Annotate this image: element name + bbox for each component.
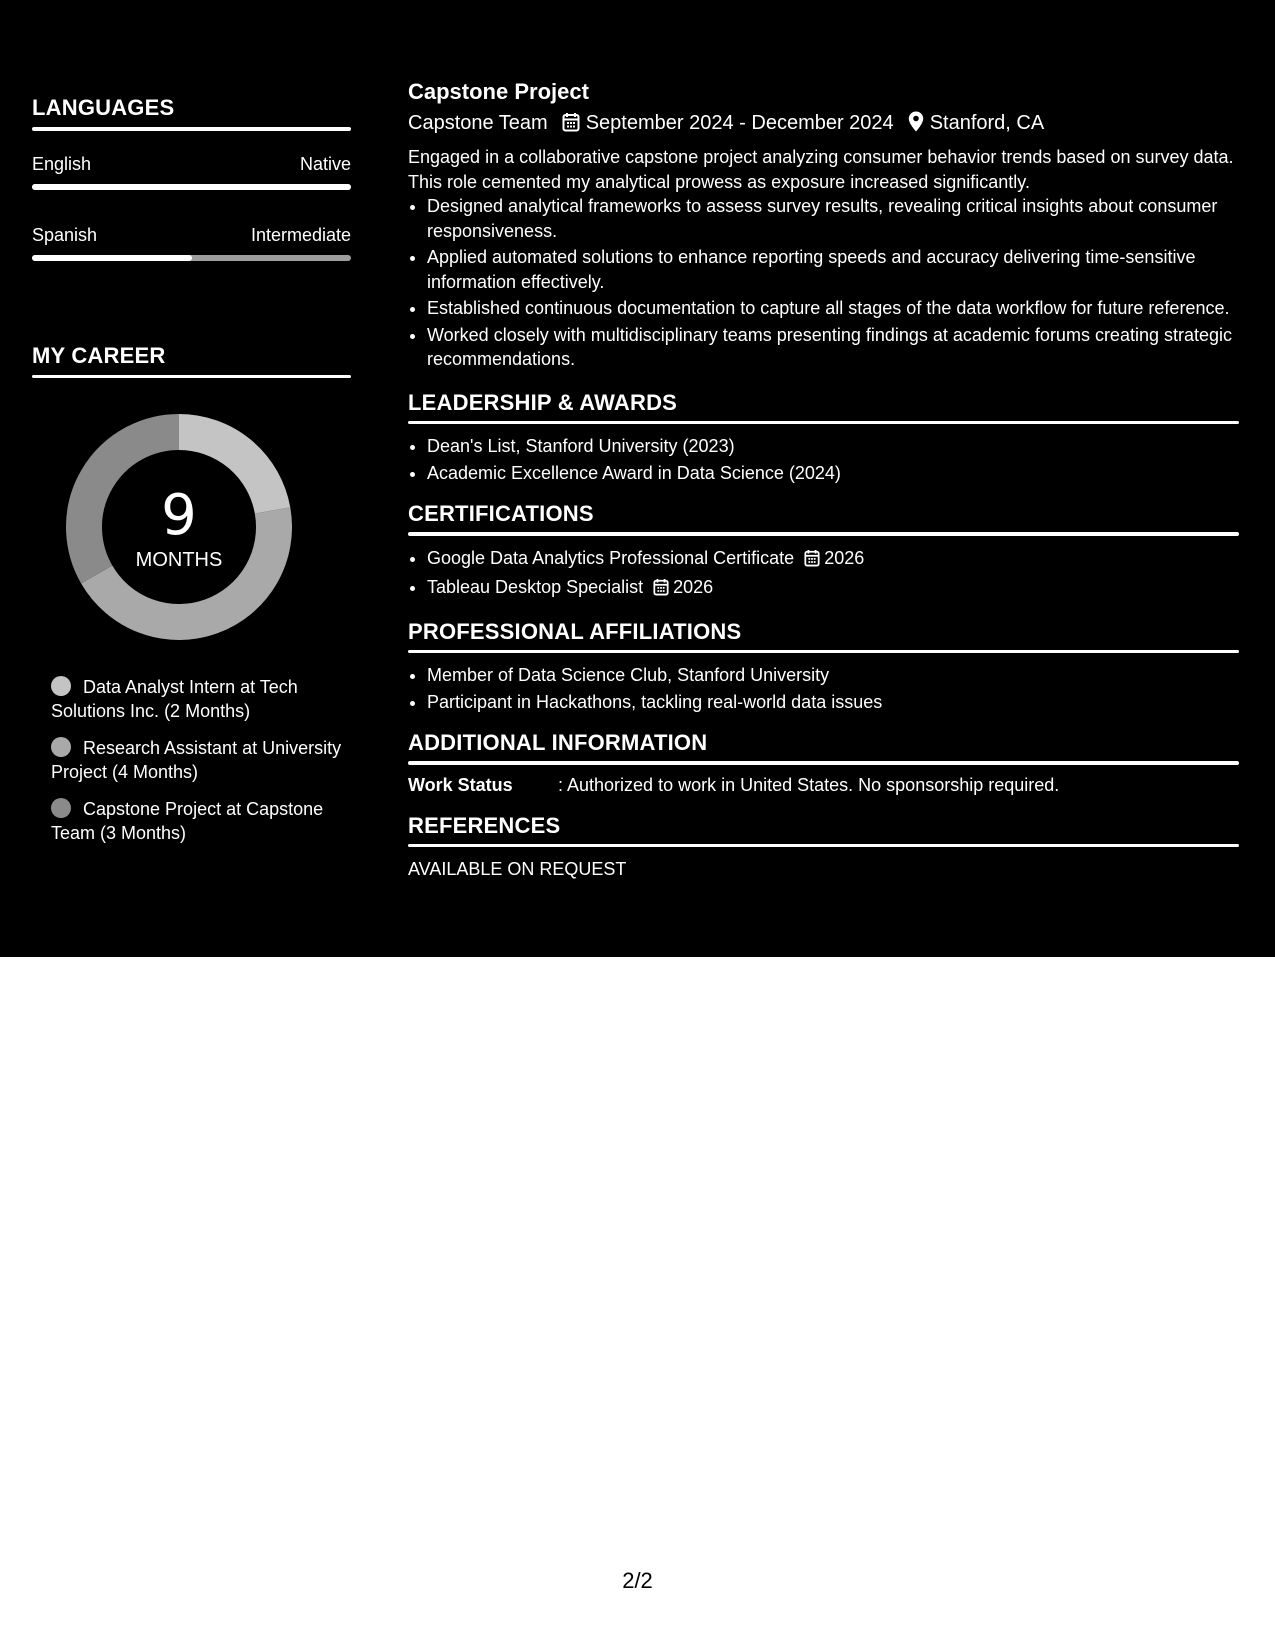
- sidebar: [32, 95, 351, 378]
- section-rule: [408, 532, 1239, 536]
- section-title: PROFESSIONAL AFFILIATIONS: [408, 618, 742, 644]
- list-item: • Participant in Hackathons, tackling real-world data issues: [427, 690, 1239, 715]
- career-total-unit: MONTHS: [135, 549, 223, 571]
- work-status-key: Work Status: [408, 774, 513, 795]
- certification-name: Tableau Desktop Specialist: [427, 577, 644, 597]
- work-status-row: [408, 773, 1239, 797]
- project-bullets: [408, 194, 1239, 372]
- section-title: CERTIFICATIONS: [408, 501, 594, 526]
- project-summary: Engaged in a collaborative capstone project analyzing consumer behavior trends based on survey data. This role cemented my analytical prowess as exposure increased significantly.: [408, 147, 1234, 192]
- career-legend-item: [51, 797, 351, 845]
- career-legend-item: [51, 675, 351, 723]
- list-item: [427, 546, 1239, 574]
- career-legend-label: Capstone Project at Capstone Team (3 Months): [51, 799, 324, 843]
- project-dates: September 2024 - December 2024: [585, 112, 894, 134]
- career-legend: [51, 675, 351, 858]
- work-status-value: : Authorized to work in United States. No sponsorship required.: [558, 774, 1060, 795]
- certifications-section: [408, 501, 1239, 603]
- language-item-spanish: [32, 224, 351, 261]
- languages-rule: [32, 127, 351, 131]
- page-number: 2/2: [622, 1568, 653, 1593]
- certification-year: 2026: [673, 577, 714, 597]
- languages-title: LANGUAGES: [32, 95, 175, 120]
- calendar-icon: [562, 111, 580, 141]
- career-legend-label: Research Assistant at University Project (4 Months): [51, 738, 342, 782]
- section-rule: [408, 761, 1239, 765]
- list-item: • Member of Data Science Club, Stanford University: [427, 663, 1239, 688]
- circle-dot-icon: [51, 737, 71, 757]
- certification-name: Google Data Analytics Professional Certificate: [427, 547, 795, 568]
- career-title: MY CAREER: [32, 342, 166, 368]
- project-location: Stanford, CA: [929, 112, 1045, 134]
- list-item: • Academic Excellence Award in Data Science (2024): [427, 461, 1239, 486]
- references-text: AVAILABLE ON REQUEST: [408, 859, 627, 879]
- project-title: Capstone Project: [408, 79, 589, 104]
- language-level: Native: [299, 153, 351, 174]
- career-legend-item: [51, 736, 351, 784]
- language-level: Intermediate: [250, 224, 351, 245]
- list-item: • Dean's List, Stanford University (2023): [427, 434, 1239, 459]
- list-item: • Established continuous documentation to capture all stages of the data workflow for future reference.: [427, 296, 1239, 321]
- language-proficiency-bar: [32, 184, 351, 190]
- main-content: [408, 78, 1239, 881]
- leadership-section: [408, 390, 1239, 486]
- list-item: • Applied automated solutions to enhance reporting speeds and accuracy delivering time-sensitive information effectively.: [427, 245, 1239, 294]
- section-rule: [408, 421, 1239, 425]
- section-title: REFERENCES: [408, 812, 561, 838]
- additional-section: [408, 730, 1239, 797]
- language-item-english: [32, 153, 351, 190]
- section-rule: [408, 844, 1239, 848]
- calendar-icon: [653, 578, 669, 603]
- map-pin-icon: [908, 111, 924, 141]
- section-title: ADDITIONAL INFORMATION: [408, 730, 708, 755]
- language-name: English: [32, 153, 92, 174]
- career-donut-chart: [66, 414, 292, 640]
- career-total-number: 9: [161, 483, 197, 548]
- section-title: LEADERSHIP & AWARDS: [408, 389, 678, 415]
- project-meta: [408, 108, 1239, 141]
- list-item: • Worked closely with multidisciplinary teams presenting findings at academic forums creating strategic recommendations.: [427, 323, 1239, 372]
- career-legend-label: Data Analyst Intern at Tech Solutions Inc. (2 Months): [51, 677, 298, 721]
- language-proficiency-fill: [32, 184, 351, 190]
- list-item: • Designed analytical frameworks to assess survey results, revealing critical insights about consumer responsiveness.: [427, 194, 1239, 243]
- affiliations-section: [408, 619, 1239, 715]
- certification-year: 2026: [824, 547, 865, 568]
- references-section: [408, 813, 1239, 882]
- project-org: Capstone Team: [408, 112, 548, 134]
- career-rule: [32, 375, 351, 379]
- circle-dot-icon: [51, 676, 71, 696]
- language-proficiency-fill: [32, 255, 192, 261]
- section-rule: [408, 650, 1239, 654]
- list-item: [427, 575, 1239, 603]
- language-name: Spanish: [32, 224, 98, 245]
- circle-dot-icon: [51, 798, 71, 818]
- calendar-icon: [804, 549, 820, 574]
- language-proficiency-bar: [32, 255, 351, 261]
